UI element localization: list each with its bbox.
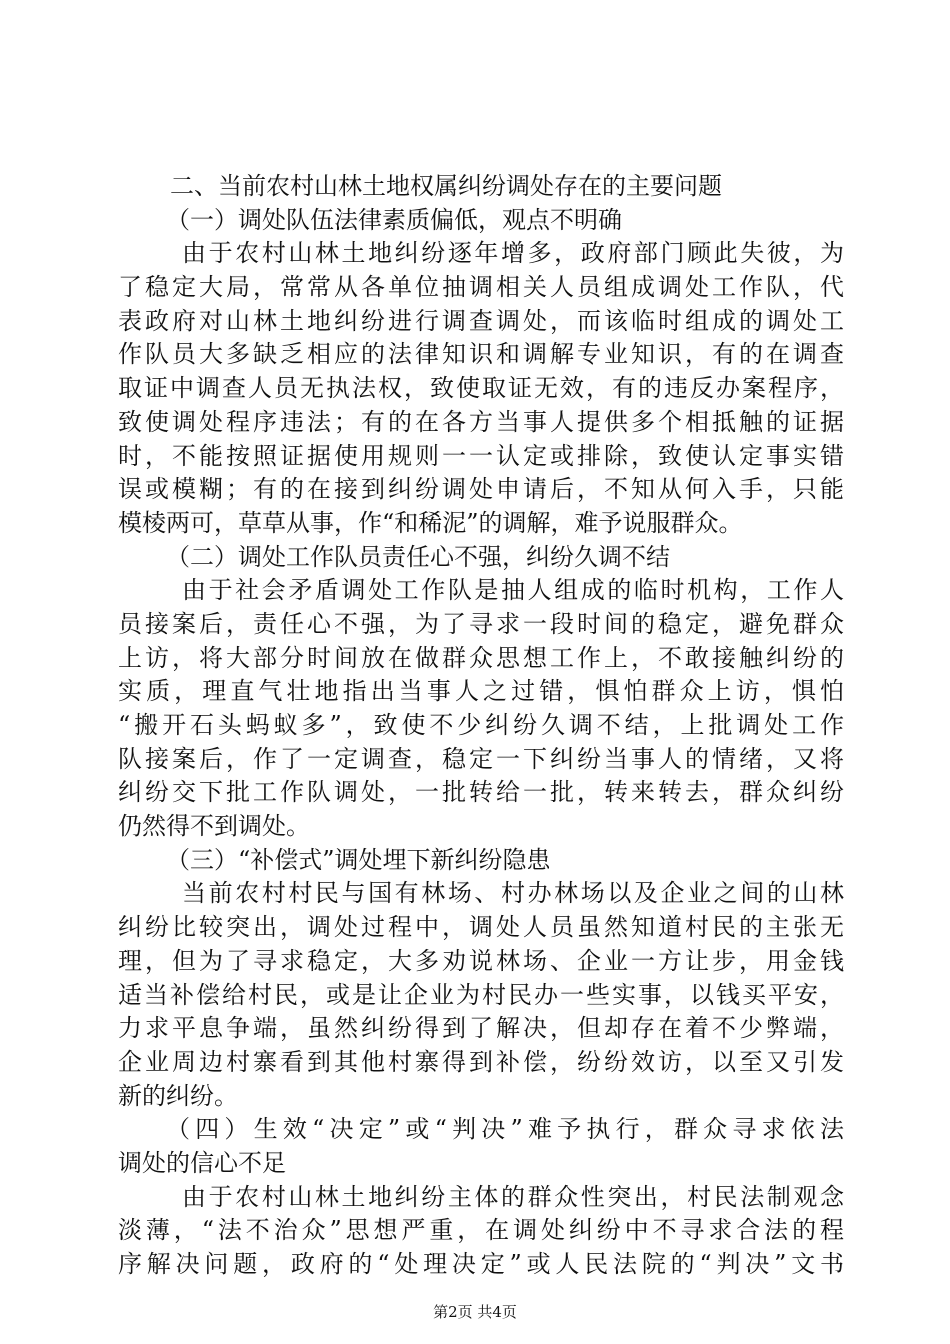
paragraph-line: 纠纷比较突出，调处过程中，调处人员虽然知道村民的主张无: [118, 913, 844, 942]
paragraph-line: 淡薄，“法不治众”思想严重，在调处纠纷中不寻求合法的程: [118, 1216, 844, 1245]
paragraph-line: 模棱两可，草草从事，作“和稀泥”的调解，难予说服群众。: [118, 508, 743, 537]
paragraph-line: 力求平息争端，虽然纠纷得到了解决，但却存在着不少弊端，: [118, 1014, 844, 1043]
paragraph-line: 由于农村山林土地纠纷逐年增多，政府部门顾此失彼，为: [182, 239, 844, 268]
paragraph-line: 了稳定大局，常常从各单位抽调相关人员组成调处工作队，代: [118, 273, 844, 302]
document-body: [118, 170, 844, 1282]
paragraph-line: 实质，理直气壮地指出当事人之过错，惧怕群众上访，惧怕: [118, 677, 844, 706]
paragraph-line: 企业周边村寨看到其他村寨得到补偿，纷纷效访，以至又引发: [118, 1047, 844, 1076]
subsection-heading: （二）调处工作队员责任心不强，纠纷久调不结: [166, 542, 670, 571]
paragraph-line: 表政府对山林土地纠纷进行调查调处，而该临时组成的调处工: [118, 306, 844, 335]
subsection-heading: （四）生效“决定”或“判决”难予执行，群众寻求依法: [166, 1115, 844, 1144]
paragraph-line: 取证中调查人员无执法权，致使取证无效，有的违反办案程序，: [118, 374, 844, 403]
paragraph-line: 当前农村村民与国有林场、村办林场以及企业之间的山林: [182, 879, 844, 908]
paragraph-line: 员接案后，责任心不强，为了寻求一段时间的稳定，避免群众: [118, 609, 844, 638]
paragraph-line: 由于社会矛盾调处工作队是抽人组成的临时机构，工作人: [182, 576, 844, 605]
paragraph-line: 仍然得不到调处。: [118, 812, 310, 841]
paragraph-line: 作队员大多缺乏相应的法律知识和调解专业知识，有的在调查: [118, 340, 844, 369]
paragraph-line: 由于农村山林土地纠纷主体的群众性突出，村民法制观念: [182, 1182, 844, 1211]
paragraph-line: 适当补偿给村民，或是让企业为村民办一些实事，以钱买平安，: [118, 980, 844, 1009]
paragraph-line: 误或模糊；有的在接到纠纷调处申请后，不知从何入手，只能: [118, 475, 844, 504]
paragraph-line: 新的纠纷。: [118, 1081, 238, 1110]
paragraph-line: 纠纷交下批工作队调处，一批转给一批，转来转去，群众纠纷: [118, 778, 844, 807]
paragraph-line: 理，但为了寻求稳定，大多劝说林场、企业一方让步，用金钱: [118, 946, 844, 975]
paragraph-line: 序解决问题，政府的“处理决定”或人民法院的“判决”文书: [118, 1250, 844, 1278]
subsection-heading: （一）调处队伍法律素质偏低，观点不明确: [166, 205, 622, 234]
paragraph-line: “搬开石头蚂蚁多”，致使不少纠纷久调不结，上批调处工作: [118, 711, 844, 739]
section-heading: 二、当前农村山林土地权属纠纷调处存在的主要问题: [170, 172, 722, 200]
page-footer: 第2页 共4页: [433, 1303, 517, 1321]
paragraph-line: 时，不能按照证据使用规则一一认定或排除，致使认定事实错: [118, 441, 844, 470]
paragraph-line: 调处的信心不足: [118, 1148, 286, 1177]
paragraph-line: 队接案后，作了一定调查，稳定一下纠纷当事人的情绪，又将: [118, 744, 844, 773]
paragraph-line: 上访，将大部分时间放在做群众思想工作上，不敢接触纠纷的: [118, 643, 844, 672]
subsection-heading: （三）“补偿式”调处埋下新纠纷隐患: [166, 845, 551, 874]
paragraph-line: 致使调处程序违法；有的在各方当事人提供多个相抵触的证据: [118, 407, 844, 436]
